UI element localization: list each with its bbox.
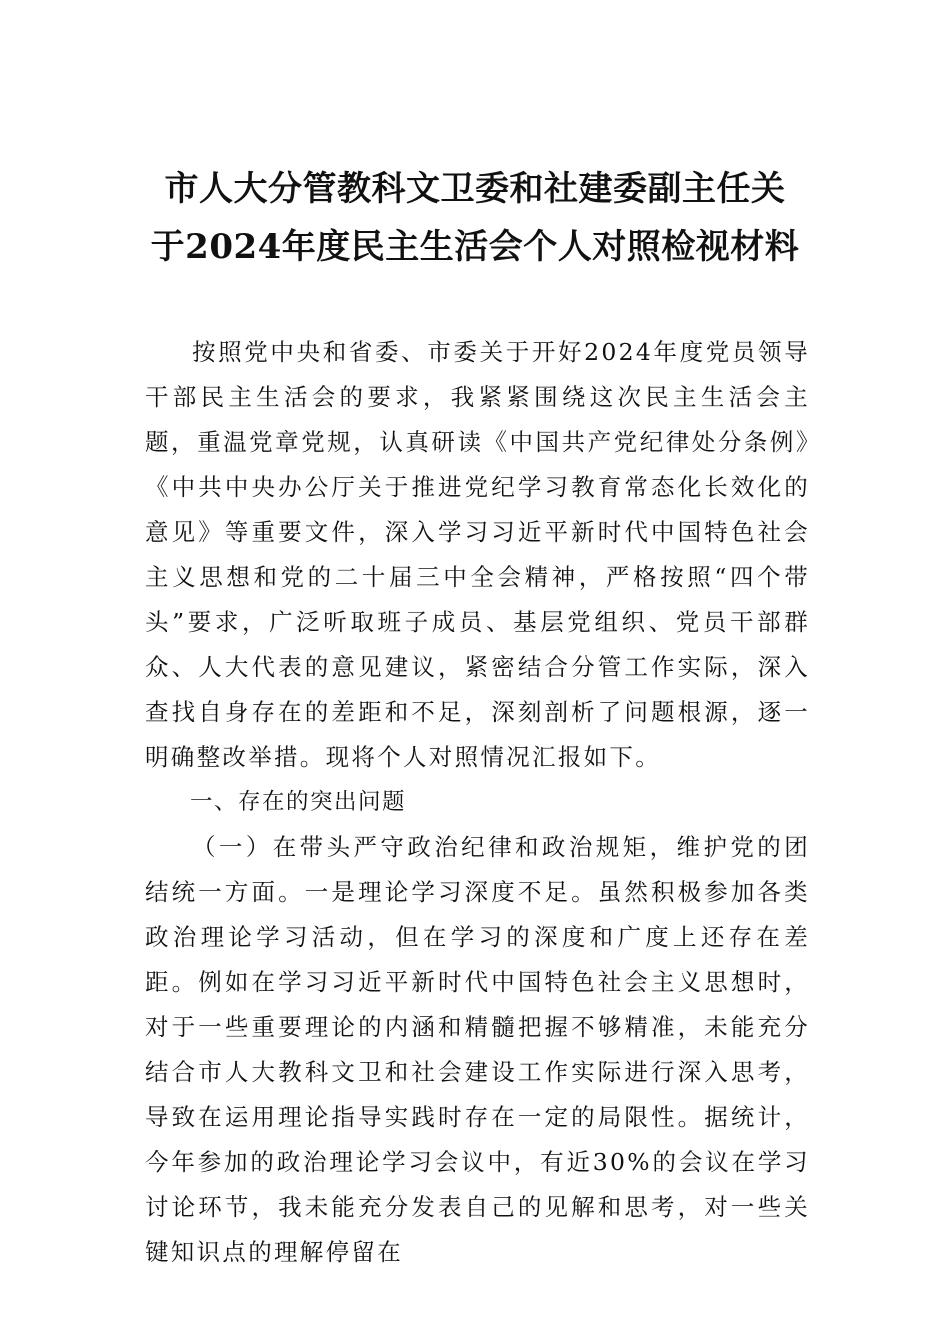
document-title [140,160,810,276]
document-body [145,330,810,1275]
intro-paragraph: 按照党中央和省委、市委关于开好2024年度党员领导干部民主生活会的要求，我紧紧围绕这次民主生活会主题，重温党章党规，认真研读《中国共产党纪律处分条例》《中共中央办公厅关于推进党纪学习教育常态化长效化的意见》等重要文件，深入学习习近平新时代中国特色社会主义思想和党的二十届三中全会精神，严格按照“四个带头”要求，广泛听取班子成员、基层党组织、党员干部群众、人大代表的意见建议，紧密结合分管工作实际，深入查找自身存在的差距和不足，深刻剖析了问题根源，逐一明确整改举措。现将个人对照情况汇报如下。 [145,338,810,771]
subsection-text: 一是理论学习深度不足。虽然积极参加各类政治理论学习活动，但在学习的深度和广度上还存在差距。例如在学习习近平新时代中国特色社会主义思想时，对于一些重要理论的内涵和精髓把握不够精准，未能充分结合市人大教科文卫和社会建设工作实际进行深入思考，导致在运用理论指导实践时存在一定的局限性。据统计，今年参加的政治理论学习会议中，有近30%的会议在学习讨论环节，我未能充分发表自己的见解和思考，对一些关键知识点的理解停留在 [145,878,810,1266]
title-line-2: 于2024年度民主生活会个人对照检视材料 [150,227,800,267]
section-heading: 一、存在的突出问题 [190,789,407,815]
title-line-1: 市人大分管教科文卫委和社建委副主任关 [164,169,786,209]
subsection-paragraph [145,825,810,1275]
subsection-heading: （一）在带头严守政治纪律和政治规矩，维护党的团结统一方面。 [145,833,810,906]
